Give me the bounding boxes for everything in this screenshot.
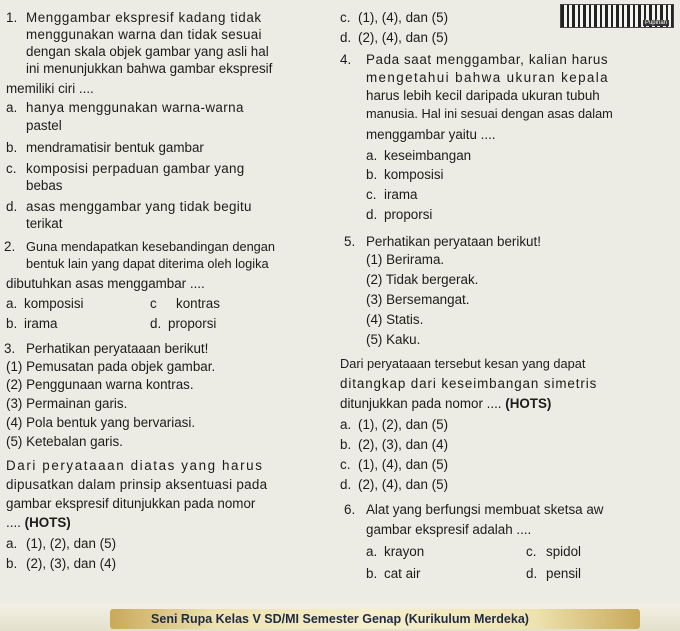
- q3-stem: Perhatikan peryataaan berikut!: [26, 341, 209, 356]
- q4-stem-line: harus lebih kecil daripada ukuran tubuh: [366, 88, 600, 103]
- q4-stem-line: Pada saat menggambar, kalian harus: [366, 52, 609, 67]
- q3-cont-option-d: (2), (4), dan (5): [358, 30, 449, 45]
- q3-question-line: gambar ekspresif ditunjukkan pada nomor: [6, 496, 256, 511]
- q2-stem-line: dibutuhkan asas menggambar ....: [6, 276, 205, 291]
- qr-code: [560, 4, 674, 28]
- q3-hots-tag: (HOTS): [24, 515, 71, 530]
- q5-statement: (1) Berirama.: [366, 252, 445, 267]
- q5-stem: Perhatikan peryataan berikut!: [366, 234, 541, 249]
- q2-option-letter: b.: [6, 316, 18, 331]
- q5-question-line: ditangkap dari keseimbangan simetris: [340, 376, 598, 391]
- q1-option-letter: d.: [6, 199, 18, 214]
- q3-number: 3.: [4, 341, 16, 356]
- q3-statement: (4) Pola bentuk yang bervariasi.: [6, 415, 196, 430]
- q6-stem-line: gambar ekspresif adalah ....: [366, 522, 532, 537]
- q5-hots-tag: (HOTS): [505, 396, 552, 411]
- q3-option-a: (1), (2), dan (5): [26, 536, 117, 551]
- q1-number: 1.: [6, 10, 18, 25]
- q3-cont-option-letter: c.: [340, 10, 351, 25]
- q5-option-b: (2), (3), dan (4): [358, 437, 449, 452]
- footer: [0, 603, 680, 631]
- q5-option-letter: a.: [340, 417, 352, 432]
- q6-option-d: pensil: [546, 566, 581, 581]
- q5-option-a: (1), (2), dan (5): [358, 417, 449, 432]
- q4-option-letter: b.: [366, 167, 378, 182]
- q4-stem-line: menggambar yaitu ....: [366, 127, 496, 142]
- q3-statement: (3) Permainan garis.: [6, 396, 128, 411]
- q1-option-a: hanya menggunakan warna-warna: [26, 100, 244, 115]
- q2-option-letter: d.: [150, 316, 162, 331]
- q3-cont-option-letter: d.: [340, 30, 352, 45]
- q5-question-line-with-hots: [340, 396, 551, 412]
- q4-option-b: komposisi: [384, 167, 444, 182]
- q4-option-d: proporsi: [384, 207, 433, 222]
- footer-title: Seni Rupa Kelas V SD/MI Semester Genap (Kurikulum Merdeka): [151, 612, 529, 626]
- q5-option-d: (2), (4), dan (5): [358, 477, 449, 492]
- q2-stem-line: Guna mendapatkan kesebandingan dengan: [26, 239, 276, 254]
- q1-option-letter: b.: [6, 140, 18, 155]
- q1-stem-line: menggunakan warna dan tidak sesuai: [26, 27, 262, 42]
- q4-option-letter: a.: [366, 148, 378, 163]
- q1-option-d: asas menggambar yang tidak begitu: [26, 199, 252, 214]
- q6-number: 6.: [344, 502, 356, 517]
- q5-question-line: ditunjukkan pada nomor ....: [340, 396, 502, 411]
- q3-cont-option-c: (1), (4), dan (5): [358, 10, 449, 25]
- q1-option-d-cont: terikat: [26, 216, 63, 231]
- q2-option-letter: a.: [6, 296, 18, 311]
- q5-number: 5.: [344, 234, 356, 249]
- q6-stem-line: Alat yang berfungsi membuat sketsa aw: [366, 502, 604, 517]
- q1-stem-line: ini menunjukkan bahwa gambar ekspresif: [26, 61, 273, 76]
- q5-statement: (5) Kaku.: [366, 332, 421, 347]
- q3-option-letter: b.: [6, 556, 18, 571]
- q5-option-letter: b.: [340, 437, 352, 452]
- q1-option-c: komposisi perpaduan gambar yang: [26, 161, 245, 176]
- q4-number: 4.: [340, 52, 352, 67]
- qr-label: Pupinah: [644, 20, 667, 26]
- q4-stem-line: mengetahui bahwa ukuran kepala: [366, 70, 610, 85]
- q4-option-letter: d.: [366, 207, 378, 222]
- q3-ellipsis: ....: [6, 515, 21, 530]
- q2-option-c: kontras: [176, 296, 220, 311]
- q4-option-letter: c.: [366, 187, 377, 202]
- q5-option-letter: d.: [340, 477, 352, 492]
- q2-option-d: proporsi: [168, 316, 217, 331]
- q6-option-a: krayon: [384, 544, 425, 559]
- q3-statement: (2) Penggunaan warna kontras.: [6, 377, 194, 392]
- q1-stem-line: dengan skala objek gambar yang asli hal: [26, 44, 269, 59]
- q6-option-letter: d.: [526, 566, 538, 581]
- q6-option-letter: b.: [366, 566, 378, 581]
- q1-stem-line: Menggambar ekspresif kadang tidak: [26, 10, 262, 25]
- q5-statement: (2) Tidak bergerak.: [366, 272, 479, 287]
- q1-option-b: mendramatisir bentuk gambar: [26, 140, 204, 155]
- q2-option-b: irama: [24, 316, 58, 331]
- q5-question-line: Dari peryataaan tersebut kesan yang dapat: [340, 356, 586, 371]
- q3-option-letter: a.: [6, 536, 18, 551]
- q1-option-c-cont: bebas: [26, 178, 63, 193]
- q5-option-c: (1), (4), dan (5): [358, 457, 449, 472]
- q6-option-b: cat air: [384, 566, 421, 581]
- q4-option-a: keseimbangan: [384, 148, 472, 163]
- q5-statement: (4) Statis.: [366, 312, 424, 327]
- q4-stem-line: manusia. Hal ini sesuai dengan asas dalam: [366, 106, 613, 121]
- q3-question-line: Dari peryataaan diatas yang harus: [6, 458, 264, 473]
- q5-statement: (3) Bersemangat.: [366, 292, 470, 307]
- q6-option-letter: c.: [526, 544, 537, 559]
- q3-statement: (5) Ketebalan garis.: [6, 434, 123, 449]
- q1-option-a-cont: pastel: [26, 118, 62, 133]
- q2-number: 2.: [4, 239, 16, 254]
- q1-stem-line: memiliki ciri ....: [6, 81, 94, 96]
- q6-option-letter: a.: [366, 544, 378, 559]
- q3-option-b: (2), (3), dan (4): [26, 556, 117, 571]
- q3-question-ellipsis: [6, 515, 71, 531]
- q2-stem-line: bentuk lain yang dapat diterima oleh logika: [26, 256, 269, 271]
- q6-option-c: spidol: [546, 544, 581, 559]
- q2-option-a: komposisi: [24, 296, 84, 311]
- q1-option-letter: c.: [6, 161, 17, 176]
- q4-option-c: irama: [384, 187, 418, 202]
- q3-question-line: dipusatkan dalam prinsip aksentuasi pada: [6, 477, 268, 492]
- q1-option-letter: a.: [6, 100, 18, 115]
- q3-statement: (1) Pemusatan pada objek gambar.: [6, 359, 216, 374]
- q5-option-letter: c.: [340, 457, 351, 472]
- q2-option-letter: c: [150, 296, 157, 311]
